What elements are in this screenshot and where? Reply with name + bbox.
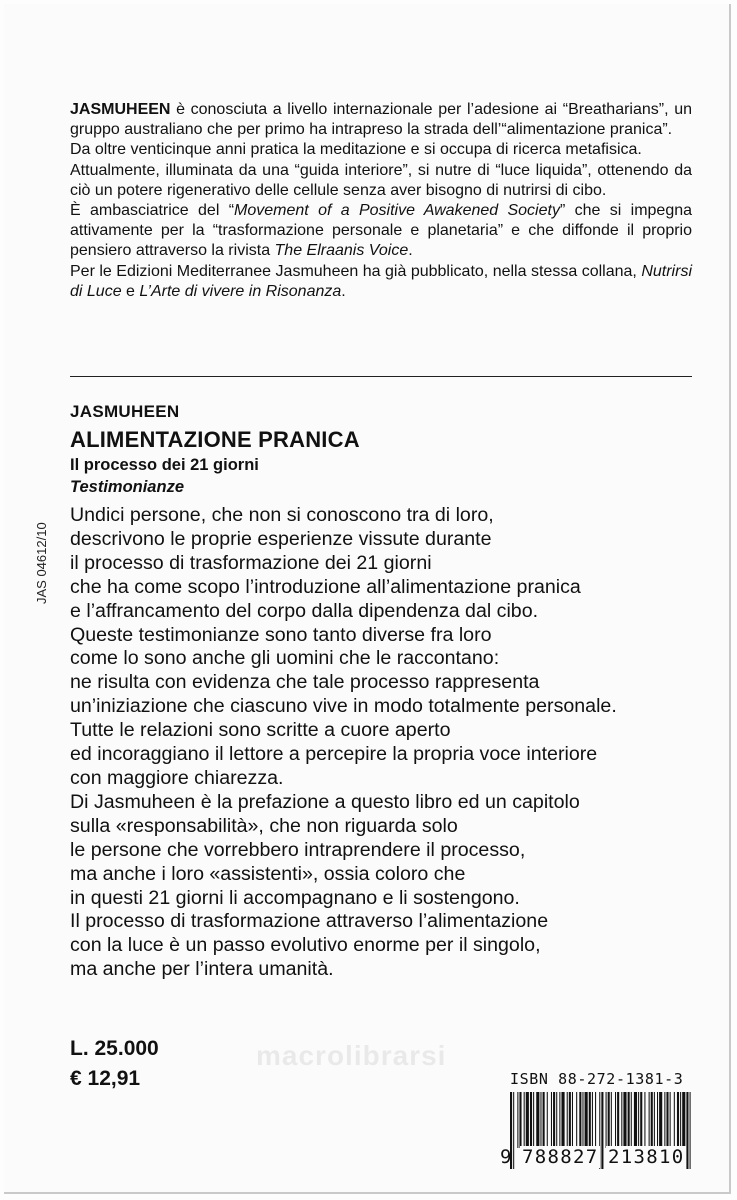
barcode-bar xyxy=(540,1092,541,1148)
bio-book-title: L’Arte di vivere in Risonanza xyxy=(139,282,342,300)
bio-book-title: Nutrirsi di Luce xyxy=(70,262,692,300)
description-line: come lo sono anche gli uomini che le raccontano: xyxy=(70,647,500,670)
barcode-bar xyxy=(592,1092,593,1148)
ean-digits xyxy=(500,1142,700,1170)
barcode-bar xyxy=(530,1092,532,1148)
bio-organization-title: Movement of a Positive Awakened Society xyxy=(234,202,560,220)
barcode-bar xyxy=(611,1092,612,1148)
barcode-bar xyxy=(547,1092,548,1148)
barcode-bar xyxy=(606,1092,607,1148)
barcode-bar xyxy=(644,1092,645,1148)
barcode-bar xyxy=(572,1092,573,1148)
description-line: Queste testimonianze sono tanto diverse fra loro xyxy=(70,623,492,646)
description-line: sulla «responsabilità», che non riguarda solo xyxy=(70,814,458,837)
description-line: un’iniziazione che ciascuno vive in modo totalmente personale. xyxy=(70,695,617,718)
description-line: Undici persone, che non si conoscono tra di loro, xyxy=(70,504,494,526)
section-divider xyxy=(70,376,692,377)
book-author: JASMUHEEN xyxy=(70,402,180,421)
barcode-bar xyxy=(526,1092,529,1148)
description-line: con la luce è un passo evolutivo enorme per il singolo, xyxy=(70,934,541,957)
barcode-bar xyxy=(589,1092,591,1148)
barcode-bar xyxy=(666,1092,668,1148)
barcode-bar xyxy=(670,1092,671,1148)
bio-text: e xyxy=(121,282,140,300)
isbn-label: ISBN 88-272-1381-3 xyxy=(510,1070,684,1088)
barcode-bar xyxy=(617,1092,619,1148)
description-line: Tutte le relazioni sono scritte a cuore aperto xyxy=(70,719,451,742)
bio-text: è conosciuta a livello internazionale per l’adesione ai “Breatharians”, un gruppo australiano che per primo ha intrapreso la strada dell’“alimentazione pranica”. xyxy=(70,101,692,139)
barcode-bar xyxy=(553,1092,555,1148)
barcode-bar xyxy=(664,1092,665,1148)
barcode-bar xyxy=(576,1092,577,1148)
price-euro: € 12,91 xyxy=(70,1067,141,1090)
barcode-bar xyxy=(579,1092,581,1148)
barcode-bar xyxy=(595,1092,596,1148)
barcode-bar xyxy=(677,1092,679,1148)
bio-magazine-title: The Elraanis Voice xyxy=(274,242,409,260)
bio-paragraph-4 xyxy=(70,201,692,262)
barcode-bar xyxy=(615,1092,616,1148)
book-back-cover xyxy=(4,4,731,1194)
barcode-bar xyxy=(657,1092,658,1148)
book-subtitle-secondary: Testimonianze xyxy=(70,478,184,496)
description-line: descrivono le proprie esperienze vissute durante xyxy=(70,527,492,550)
price-lire: L. 25.000 xyxy=(70,1037,159,1060)
barcode-bar xyxy=(649,1092,650,1148)
barcode-bar xyxy=(559,1092,560,1148)
bio-paragraph-2: Da oltre venticinque anni pratica la meditazione e si occupa di ricerca metafisica. xyxy=(70,141,642,159)
barcode-bar xyxy=(517,1092,518,1148)
description-line: e l’affrancamento del corpo dalla dipendenza dal cibo. xyxy=(70,599,539,622)
description-line: che ha come scopo l’introduzione all’alimentazione pranica xyxy=(70,575,581,598)
barcode-bar xyxy=(634,1092,637,1148)
barcode-bar xyxy=(674,1092,675,1148)
barcode-bar xyxy=(654,1092,655,1148)
bio-text: ” che si impegna attivamente per la “trasformazione personale e planetaria” e che diffonde il proprio pensiero attraverso la rivista xyxy=(70,202,693,260)
bio-paragraph-3: Attualmente, illuminata da una “guida interiore”, si nutre di “luce liquida”, ottenendo da ciò un potere rigenerativo delle cellule senza aver bisogno di nutrirsi di cibo. xyxy=(70,161,692,199)
barcode-bar xyxy=(682,1092,685,1148)
bio-text: È ambasciatrice del “ xyxy=(70,202,235,220)
barcode-bar xyxy=(556,1092,557,1148)
barcode-bar xyxy=(640,1092,642,1148)
description-line: ed incoraggiano il lettore a percepire la propria voce interiore xyxy=(70,743,598,766)
watermark: macrolibrarsi xyxy=(256,1040,447,1071)
book-title: ALIMENTAZIONE PRANICA xyxy=(70,427,360,452)
barcode-bar xyxy=(536,1092,539,1148)
barcode-bar xyxy=(561,1092,564,1148)
barcode-bar xyxy=(638,1092,639,1148)
barcode-bar xyxy=(623,1092,626,1148)
bio-text: . xyxy=(341,282,346,300)
author-biography xyxy=(70,100,692,302)
bio-paragraph-1 xyxy=(70,100,692,140)
barcode-bar xyxy=(680,1092,681,1148)
bio-paragraph-5 xyxy=(70,262,692,302)
barcode-bar xyxy=(631,1092,632,1148)
description-line: il processo di trasformazione dei 21 giorni xyxy=(70,551,432,574)
barcode-bar xyxy=(585,1092,588,1148)
barcode-bar xyxy=(569,1092,571,1148)
barcode-bar xyxy=(628,1092,630,1148)
description-line: le persone che vorrebbero intraprendere il processo, xyxy=(70,838,526,861)
description-line: in questi 21 giorni li accompagnano e li sostengono. xyxy=(70,886,520,909)
barcode-bar xyxy=(659,1092,662,1148)
barcode-bar xyxy=(651,1092,653,1148)
barcode-bar xyxy=(551,1092,552,1148)
catalog-code: JAS 04612/10 xyxy=(34,522,49,604)
ean-right-group: 213810 xyxy=(608,1146,685,1168)
description-line: Il processo di trasformazione attraverso l’alimentazione xyxy=(70,910,549,933)
barcode-bar xyxy=(621,1092,622,1148)
description-line: ma anche per l’intera umanità. xyxy=(70,958,334,981)
description-line: ma anche i loro «assistenti», ossia coloro che xyxy=(70,862,466,885)
barcode-bar xyxy=(524,1092,525,1148)
ean-left-group: 788827 xyxy=(522,1146,599,1168)
description-line: Di Jasmuheen è la prefazione a questo libro ed un capitolo xyxy=(70,790,580,813)
bio-text: Per le Edizioni Mediterranee Jasmuheen ha già pubblicato, nella stessa collana, xyxy=(70,262,642,280)
book-description xyxy=(70,504,710,982)
barcode-bar xyxy=(533,1092,534,1148)
barcode-bar xyxy=(608,1092,610,1148)
barcode-bar xyxy=(519,1092,521,1148)
barcode-bar xyxy=(567,1092,568,1148)
ean-first-digit: 9 xyxy=(500,1146,513,1168)
book-subtitle: Il processo dei 21 giorni xyxy=(70,456,259,474)
bio-text: . xyxy=(408,242,413,260)
bio-author-name: JASMUHEEN xyxy=(70,101,171,118)
barcode-bar xyxy=(582,1092,583,1148)
barcode-bar xyxy=(543,1092,545,1148)
description-line: con maggiore chiarezza. xyxy=(70,766,284,789)
description-line: ne risulta con evidenza che tale processo rappresenta xyxy=(70,671,540,694)
